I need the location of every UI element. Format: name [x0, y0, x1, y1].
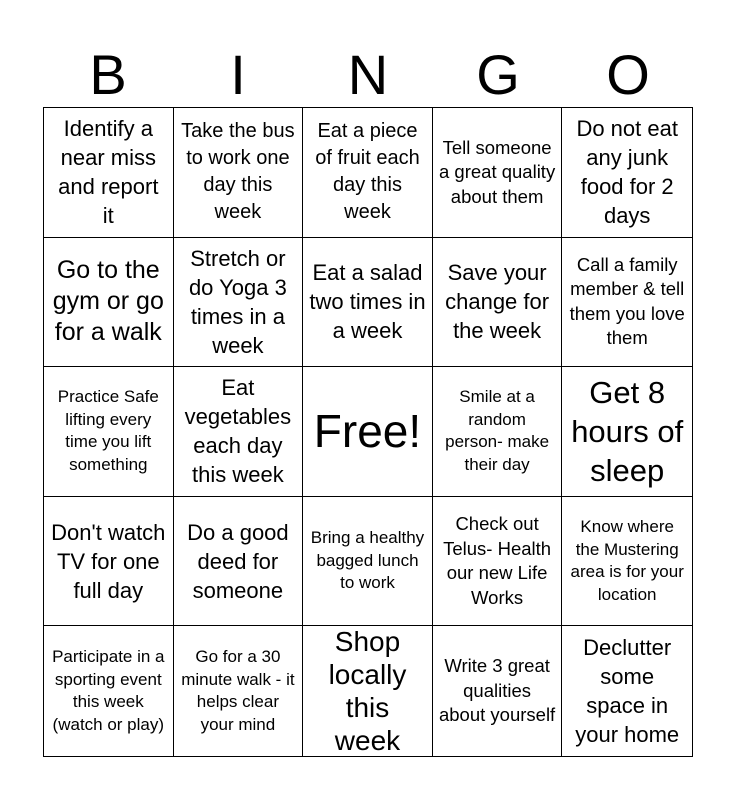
bingo-cell[interactable] — [174, 497, 304, 627]
cell-text: Identify a near miss and report it — [58, 116, 159, 229]
cell-text: Tell someone a great quality about them — [438, 136, 556, 207]
free-space-text: Free! — [313, 405, 422, 458]
bingo-cell[interactable] — [174, 367, 304, 497]
bingo-cell[interactable] — [303, 108, 433, 238]
bingo-cell[interactable] — [562, 367, 692, 497]
bingo-board — [43, 107, 693, 757]
cell-text: Write 3 great qualities about yourself — [438, 655, 556, 726]
cell-text: Practice Safe lifting every time you lift something — [57, 387, 159, 474]
cell-text: Check out Telus- Health our new Life Works — [443, 513, 552, 608]
bingo-cell[interactable] — [303, 626, 433, 756]
cell-text: Save your change for the week — [445, 260, 550, 344]
cell-text: Go to the gym or go for a walk — [52, 256, 164, 347]
cell-text: Eat a piece of fruit each day this week — [315, 120, 420, 224]
cell-text: Don't watch TV for one full day — [51, 519, 166, 603]
cell-text: Call a family member & tell them you love them — [569, 253, 685, 349]
header-letter-b: B — [89, 43, 127, 106]
bingo-cell[interactable] — [44, 108, 174, 238]
bingo-cell[interactable] — [44, 367, 174, 497]
cell-text: Eat vegetables each day this week — [184, 375, 292, 488]
bingo-cell[interactable] — [44, 238, 174, 368]
bingo-cell[interactable] — [44, 497, 174, 627]
free-space-cell[interactable] — [303, 367, 433, 497]
header-letter-n: N — [347, 43, 389, 106]
bingo-cell[interactable] — [303, 497, 433, 627]
cell-text: Participate in a sporting event this week (watch or play) — [52, 647, 165, 734]
cell-text: Know where the Mustering area is for your location — [570, 517, 684, 604]
bingo-cell[interactable] — [174, 108, 304, 238]
bingo-cell[interactable] — [433, 238, 563, 368]
bingo-cell[interactable] — [433, 626, 563, 756]
cell-text: Smile at a random person- make their day — [445, 387, 550, 474]
cell-text: Eat a salad two times in a week — [309, 260, 426, 344]
cell-text: Declutter some space in your home — [575, 635, 680, 748]
cell-text: Do a good deed for someone — [187, 519, 289, 603]
bingo-cell[interactable] — [303, 238, 433, 368]
cell-text: Get 8 hours of sleep — [571, 374, 684, 488]
bingo-cell[interactable] — [174, 626, 304, 756]
bingo-cell[interactable] — [562, 238, 692, 368]
header-letter-i: I — [230, 43, 246, 106]
bingo-cell[interactable] — [562, 497, 692, 627]
bingo-cell[interactable] — [562, 626, 692, 756]
cell-text: Shop locally this week — [328, 626, 407, 756]
bingo-cell[interactable] — [433, 108, 563, 238]
bingo-header — [43, 44, 693, 106]
bingo-cell[interactable] — [562, 108, 692, 238]
cell-text: Stretch or do Yoga 3 times in a week — [188, 245, 287, 358]
bingo-cell[interactable] — [174, 238, 304, 368]
cell-text: Take the bus to work one day this week — [181, 120, 295, 224]
cell-text: Do not eat any junk food for 2 days — [576, 116, 678, 229]
cell-text: Bring a healthy bagged lunch to work — [310, 528, 425, 593]
bingo-cell[interactable] — [433, 497, 563, 627]
bingo-cell[interactable] — [433, 367, 563, 497]
bingo-cell[interactable] — [44, 626, 174, 756]
header-letter-o: O — [606, 43, 650, 106]
cell-text: Go for a 30 minute walk - it helps clear your mind — [181, 647, 295, 734]
header-letter-g: G — [476, 43, 520, 106]
